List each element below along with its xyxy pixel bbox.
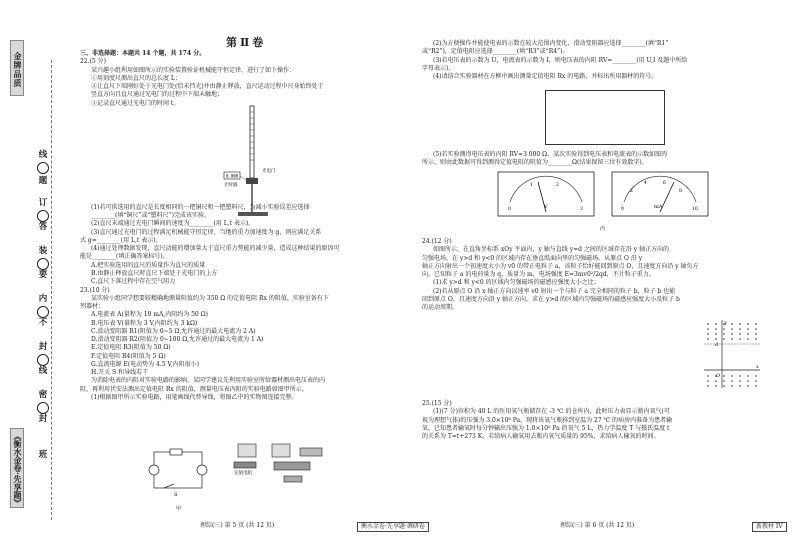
text-line: E.定值电阻 R3(阻值为 50 Ω) [91, 344, 171, 352]
field-dot [755, 375, 757, 377]
text-line: 23.(10 分) [80, 286, 110, 294]
text-line: 某兴趣小组利用如图所示的实验装置验证机械能守恒定律，进行了如下操作： [91, 66, 296, 74]
text-line: ________(填“铜尺”或“塑料尺”)完成该实验。 [91, 212, 210, 220]
text-line: A.把实验选用的直尺的质量作为直尺的质量 [91, 261, 206, 269]
text-line: (1)根据图甲所示实验电路，用笔画线代替导线，将图乙中的实物图连接完整。 [91, 393, 298, 401]
text-line: C.滑动变阻器 R1(阻值为 0~5 Ω,允许通过的最大电流为 2 A) [91, 327, 256, 335]
svg-text:10: 10 [692, 207, 698, 212]
text-line: (1)若可供选用的直尺是长度相同的一把铜尺和一把塑料尺，为减小实验误差应选择 [91, 203, 310, 211]
text-line: H.开关 S 和导线若干 [91, 369, 149, 377]
svg-text:0: 0 [508, 207, 511, 212]
text-line: (5)若实验测得电压表的内阻 RV=3 000 Ω，某次实验得到电压表和电流表的示数如图丙 [433, 151, 668, 158]
text-line: (1)求 y>d 和 y<0 的区域内匀强磁场的磁感应强度大小之比； [433, 279, 600, 287]
binding-strip [8, 30, 26, 510]
resistor-symbol [170, 449, 182, 455]
field-dot [755, 385, 757, 387]
field-dot [715, 338, 717, 340]
right-column-a [422, 40, 687, 81]
text-line: B.由静止释放直尺时直尺下端处于光电门的上方 [91, 269, 218, 277]
text-line: 匀强电场，在 y>d 和 y<0 的区域内存在垂直纸面向里的匀强磁场。从原点 O 沿 y [422, 254, 643, 262]
seal-dashed-line [51, 60, 52, 520]
field-dot [715, 323, 717, 325]
section-title: 第Ⅱ卷 [226, 36, 267, 49]
footer-mid: 衡水金卷·先享题·调研卷 [357, 522, 429, 532]
text-line: 轴正方向射出一个初速度大小为 v0 的带正电粒子 a，该粒子恰好能回到原点 O，且速度方向沿 y 轴负方 [422, 262, 699, 270]
switch-device [284, 476, 302, 482]
meter-device [238, 444, 256, 457]
field-dot [731, 323, 733, 325]
seal-line-column [36, 150, 50, 470]
svg-text:6: 6 [663, 181, 666, 186]
field-dot [731, 385, 733, 387]
seal-char: 要 [38, 270, 48, 280]
circuit-answer-box [545, 90, 665, 145]
right-column-c [422, 238, 699, 312]
seal-char: 订 [38, 198, 48, 208]
text-line: B.电压表 V(量程为 3 V,内阻约为 3 kΩ) [91, 319, 198, 327]
figure-caption-bing: 丙 [600, 226, 606, 232]
field-dot [747, 385, 749, 387]
svg-text:0: 0 [621, 207, 624, 212]
circuit-figure [134, 440, 334, 515]
seal-char: 不 [38, 318, 48, 328]
text-line: A.电流表 A(量程为 10 mA,内阻约为 50 Ω) [91, 311, 208, 319]
field-dot [755, 328, 757, 330]
field-dot [747, 323, 749, 325]
seal-char: 装 [38, 246, 48, 256]
field-dot [707, 385, 709, 387]
seal-char: 题 [38, 176, 48, 186]
timer-label: 计时器 [224, 183, 238, 188]
text-line: (3)若电压表的示数为 U，电流表的示数为 I，则电压表的内阻 RV=________(用 U,I 及题中所给 [433, 56, 688, 64]
field-dot [715, 380, 717, 382]
figure-caption-jia: 甲 [176, 506, 182, 512]
brand-bottom-label: 《衡水金卷·先享题》 [10, 428, 24, 508]
seal-char: 封 [38, 342, 48, 352]
seal-circle [37, 210, 49, 222]
brand-top-label: 金牌品质 [10, 40, 24, 96]
text-line: (4)请结合实验器材在方框中画出测量定值电阻 Rx 的电路，并标出所用器材的符号。 [433, 73, 658, 81]
rheostat-device [274, 462, 310, 470]
field-dot [755, 338, 757, 340]
d-label: d [715, 342, 719, 348]
field-dot [723, 333, 725, 335]
text-line: 或“R2”)，定值电阻应选择________(填“R3”或“R4”)。 [422, 48, 569, 56]
text-line: 的运动周期。 [422, 304, 459, 312]
field-dot [731, 380, 733, 382]
light-gate-label: 光电门 [262, 169, 276, 174]
text-line: 式 g=________(用 L,t 表示)。 [80, 236, 162, 244]
text-line: 某实验小组同学想要较精确地测量阻值约为 350 Ω 的定值电阻 Rx 的阻值，实验室备有下 [91, 294, 329, 302]
field-dot [707, 380, 709, 382]
text-line: (3)直尺通过光电门的过程满足机械能守恒定律，当地的重力加速度为 g，则应满足关系 [91, 228, 322, 236]
meter-readings-figure [496, 170, 712, 234]
field-dot [739, 338, 741, 340]
switch-label: S [174, 492, 178, 498]
field-dot [747, 380, 749, 382]
light-gate [246, 178, 258, 184]
seal-char: 密 [38, 390, 48, 400]
text-line: D.滑动变阻器 R2(阻值为 0~100 Ω,允许通过的最大电流为 1 A) [91, 336, 264, 344]
field-dot [707, 328, 709, 330]
seal-circle [37, 354, 49, 366]
text-line: 回到原点 O，且速度方向沿 y 轴正方向，求在 y>d 的区域内匀强磁场的磁感应强度大小及粒子 b [422, 295, 680, 303]
field-dot [755, 380, 757, 382]
seal-circle [37, 306, 49, 318]
field-dot [723, 380, 725, 382]
field-dot [723, 375, 725, 377]
text-line: 为消除电表的内阻对实验电路的影响，某同学建议先利用实验室所给器材测出电压表的内 [91, 377, 326, 385]
seal-char: 线 [38, 366, 48, 376]
field-dot [739, 375, 741, 377]
field-dot [747, 375, 749, 377]
ammeter-symbol [197, 465, 207, 475]
light-gate-apparatus-figure [220, 102, 290, 222]
field-dot [731, 333, 733, 335]
text-line: 所示，则由此数据可得到测得定值电阻的阻值为________Ω(结果保留三位有效数字)。 [422, 159, 648, 167]
footer-badge: 新教材 IV [752, 522, 787, 532]
field-dot [747, 333, 749, 335]
left-column [80, 50, 340, 402]
text-line: 列器材： [80, 303, 105, 311]
seal-char: 内 [38, 294, 48, 304]
seal-char: 班 [38, 450, 48, 460]
text-line: 阻，再利用伏安法测出定值电阻 Rx 的阻值，测量电压表内阻的实验电路如图甲所示。 [80, 385, 308, 393]
text-line: 三、非选择题：本题共 14 个题，共 174 分。 [80, 50, 206, 57]
battery-device [300, 448, 322, 456]
seal-circle [37, 402, 49, 414]
svg-text:4: 4 [644, 181, 647, 186]
field-dot [707, 323, 709, 325]
svg-text:3: 3 [580, 207, 583, 212]
text-line: G.直流电源 E(电动势为 4.5 V,内阻很小) [91, 360, 200, 368]
text-line: ③记录直尺通过光电门的时间 t。 [91, 99, 180, 107]
field-dot [723, 328, 725, 330]
seal-circle [37, 258, 49, 270]
text-line: (2)若从原点 O 沿 x 轴正方向以速率 v0 射出一个与粒子 a 完全相同的粒子 b，粒子 b 也能 [433, 287, 676, 295]
text-line: 25.(15 分) [422, 400, 452, 407]
origin-label: O [716, 373, 721, 379]
text-line: 竖直方向且直尺通过光电门的过程中下端未触地； [91, 91, 224, 99]
text-line: 的关系为 T=t+273 K，若给病人输氧用去瓶内氧气质量的 95%，求给病人输氧的时间。 [422, 433, 660, 441]
field-dot [707, 375, 709, 377]
text-line: (2)直尺末端通过光电门瞬间的速度为________(用 L,t 表示)。 [91, 220, 255, 228]
field-diagram-figure [702, 318, 762, 390]
footer-left: 理综(三) 第 5 页 (共 12 页) [200, 522, 275, 529]
text-line: ②让直尺下端刚好处于光电门处(恰未挡光)并由静止释放，直尺运动过程中尺身始终处于 [91, 83, 324, 91]
text-line: 字母表示)。 [422, 64, 455, 72]
field-dot [715, 385, 717, 387]
seal-char: 答 [38, 222, 48, 232]
field-dot [731, 375, 733, 377]
field-dot [747, 338, 749, 340]
field-dot [707, 333, 709, 335]
svg-text:2: 2 [556, 183, 559, 188]
text-line: ①用刻度尺测出直尺的总长度 L； [91, 74, 181, 82]
seal-char: 封 [38, 414, 48, 424]
field-dot [731, 338, 733, 340]
right-column-b [422, 151, 667, 168]
svg-text:2: 2 [630, 189, 633, 194]
text-line: 24.(12 分) [422, 238, 452, 245]
text-line: 22.(5 分) [80, 58, 106, 66]
footer-right: 理综(三) 第 6 页 (共 12 页) [560, 522, 635, 529]
text-line: F.定值电阻 R4(阻值为 5 Ω) [91, 352, 166, 360]
text-line: (4)通过处理数据发现，直尺动能的增加量大于直尺重力势能的减少量，造成这种结果的原因可 [91, 245, 340, 253]
field-dot [755, 333, 757, 335]
field-dot [715, 328, 717, 330]
text-line: (1)(7 分)容积为 40 L 的医用氧气瓶储存在 -3 ℃ 的仓库内，此时压力表显示瓶内氧气(可 [433, 408, 670, 416]
field-dot [739, 385, 741, 387]
y-axis-label: y [724, 320, 727, 326]
text-line: 视为理想气体)的压强为 3.0×10⁶ Pa。现将该氧气瓶移到室温为 27 ℃ 的病房内准备为患者输 [422, 416, 673, 424]
text-line: 向。已知粒子 a 的电荷量为 q，质量为 m，电场强度 E=3mv0²/2qd，不计粒子重力。 [422, 271, 655, 279]
field-dot [739, 380, 741, 382]
text-line: C.直尺下落过程中存在空气阻力 [91, 278, 176, 286]
field-dot [739, 328, 741, 330]
ammeter-unit: mA [654, 204, 663, 210]
resistor-label: 定值电阻 [234, 471, 252, 476]
meter-device [272, 444, 290, 457]
seal-char: 线 [38, 150, 48, 160]
field-dot [723, 385, 725, 387]
seal-circle [37, 162, 49, 174]
field-dot [723, 338, 725, 340]
field-dot [739, 323, 741, 325]
field-dot [715, 333, 717, 335]
field-dot [707, 338, 709, 340]
x-axis-label: x [756, 364, 759, 370]
svg-text:8: 8 [679, 189, 682, 194]
field-dot [731, 328, 733, 330]
text-line: 能是________(填正确答案标号)。 [80, 253, 169, 261]
svg-text:1: 1 [530, 183, 533, 188]
field-dot [747, 328, 749, 330]
timer-display: 0.000 [226, 173, 239, 179]
field-dot [755, 323, 757, 325]
resistor-device [234, 462, 256, 468]
right-column-d [422, 400, 672, 441]
field-dot [739, 333, 741, 335]
text-line: 如图所示，在直角坐标系 xOy 平面内，y 轴与直线 y=d 之间的区域存在沿 y 轴正方向的 [433, 246, 670, 254]
voltmeter-symbol [149, 465, 159, 475]
text-line: 氧，已知患者输氧时每分钟输出压强为 1.0×10⁵ Pa 的氧气 5 L，热力学温度 T 与摄氏温度 t [422, 424, 670, 432]
voltmeter-unit: V [544, 204, 548, 210]
text-line: (2)为方便操作并能使电表的示数在较大范围内变化，滑动变阻器应选择________(填“R1” [433, 40, 669, 47]
